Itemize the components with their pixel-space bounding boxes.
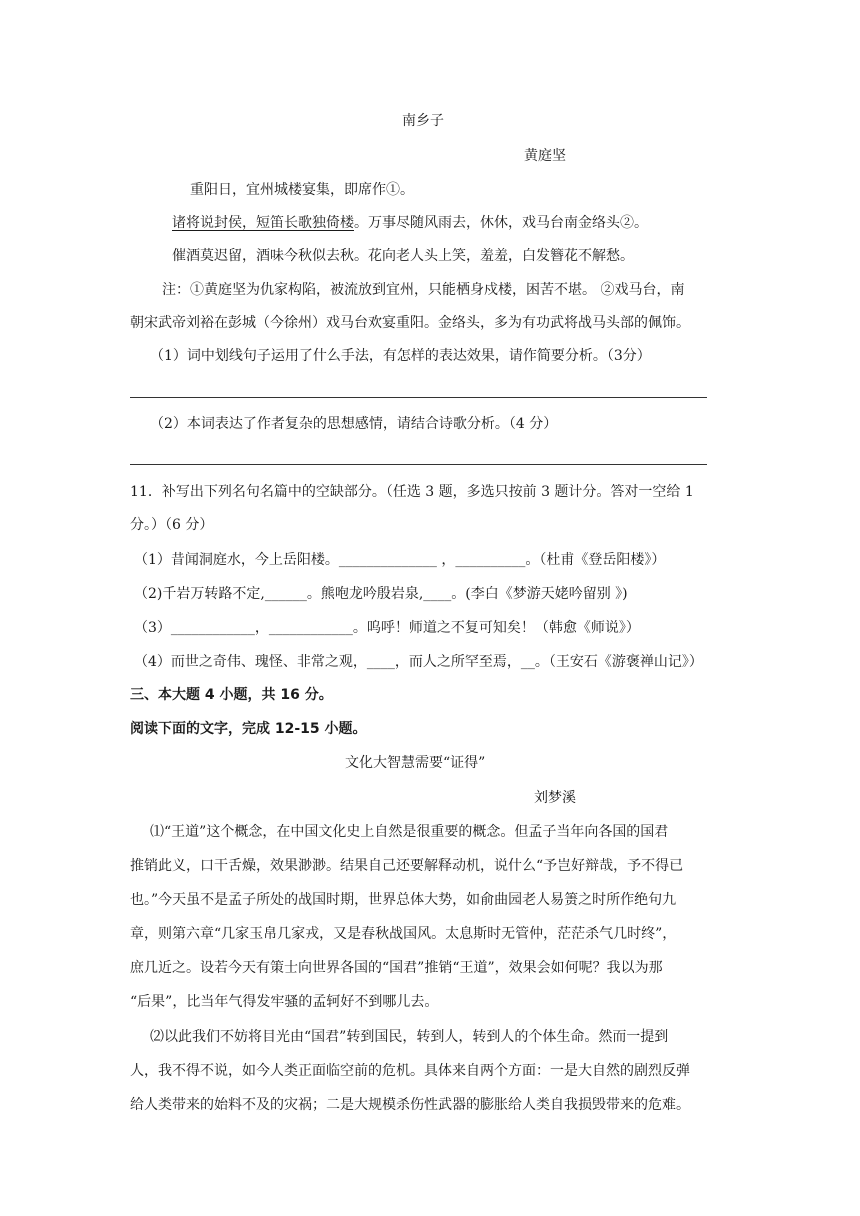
poem-note-2: 朝宋武帝刘裕在彭城（今徐州）戏马台欢宴重阳。金络头，多为有功武将战马头部的佩饰。: [130, 315, 690, 331]
essay-p1-line-2: 推销此义，口干舌燥，效果渺渺。结果自己还要解释动机，说什么“予岂好辩哉，予不得已: [130, 858, 684, 874]
question-11-line-2: 分。）（6 分）: [130, 517, 214, 533]
question-11-line-1: 11．补写出下列名句名篇中的空缺部分。（任选 3 题，多选只按前 3 题计分。答对一空给 1: [130, 484, 694, 500]
question-11-item-3: （3）____________，____________。呜呼！师道之不复可知矣！（韩愈《师说》）: [134, 620, 640, 636]
essay-p1-line-5: 庶几近之。设若今天有策士向世界各国的“国君”推销“王道”，效果会如何呢？我以为那: [130, 960, 663, 976]
poem-line-1-rest: 。万事尽随风雨去，休休，戏马台南金络头②。: [354, 215, 648, 231]
essay-p2-line-3: 给人类带来的始料不及的灾祸；二是大规模杀伤性武器的膨胀给人类自我损毁带来的危难。: [130, 1097, 690, 1113]
poem-line-1: [172, 213, 648, 233]
question-11-item-1: （1）昔闻洞庭水，今上岳阳楼。______________ ，__________。（杜甫《登岳阳楼》）: [134, 552, 666, 568]
essay-title: 文化大智慧需要“证得”: [345, 755, 486, 771]
underlined-verse: 诸将说封侯，短笛长歌独倚楼: [172, 215, 354, 231]
essay-author: 刘梦溪: [534, 790, 576, 806]
question-10-1: （1）词中划线句子运用了什么手法，有怎样的表达效果，请作简要分析。（3分）: [150, 348, 651, 364]
section-3-heading: 三、本大题 4 小题，共 16 分。: [130, 687, 333, 703]
section-3-instruction: 阅读下面的文字，完成 12-15 小题。: [130, 721, 367, 737]
poem-preface: 重阳日，宜州城楼宴集，即席作①。: [190, 182, 414, 198]
question-11-item-4: （4）而世之奇伟、瑰怪、非常之观，____，而人之所罕至焉，__。（王安石《游褒禅山记》）: [134, 654, 703, 670]
essay-p1-line-1: ⑴“王道”这个概念，在中国文化史上自然是很重要的概念。但孟子当年向各国的国君: [150, 824, 669, 840]
question-10-2: （2）本词表达了作者复杂的思想感情，请结合诗歌分析。（4 分）: [150, 416, 558, 432]
poem-note-1: 注：①黄庭坚为仇家构陷，被流放到宜州，只能栖身戍楼，困苦不堪。 ②戏马台，南: [162, 282, 685, 298]
essay-p1-line-3: 也。”今天虽不是孟子所处的战国时期，世界总体大势，如俞曲园老人易箦之时所作绝句九: [130, 892, 677, 908]
essay-p2-line-2: 人，我不得不说，如今人类正面临空前的危机。具体来自两个方面：一是大自然的剧烈反弹: [130, 1063, 690, 1079]
question-11-item-2: （2)千岩万转路不定,______。熊咆龙吟殷岩泉,____。(李白《梦游天姥吟留别 》): [134, 586, 628, 602]
answer-line-2: [130, 464, 707, 465]
answer-line-1: [130, 397, 707, 398]
poem-title: 南乡子: [402, 113, 444, 129]
essay-p1-line-6: “后果”，比当年气得发牢骚的孟轲好不到哪儿去。: [130, 994, 439, 1010]
poem-line-2: 催酒莫迟留，酒味今秋似去秋。花向老人头上笑，羞羞，白发簪花不解愁。: [172, 248, 634, 264]
essay-p2-line-1: ⑵以此我们不妨将目光由“国君”转到国民，转到人，转到人的个体生命。然而一提到: [150, 1029, 669, 1045]
poem-author: 黄庭坚: [524, 148, 566, 164]
essay-p1-line-4: 章，则第六章“几家玉帛几家戎，又是春秋战国风。太息斯时无管仲，茫茫杀气几时终”，: [130, 926, 677, 942]
